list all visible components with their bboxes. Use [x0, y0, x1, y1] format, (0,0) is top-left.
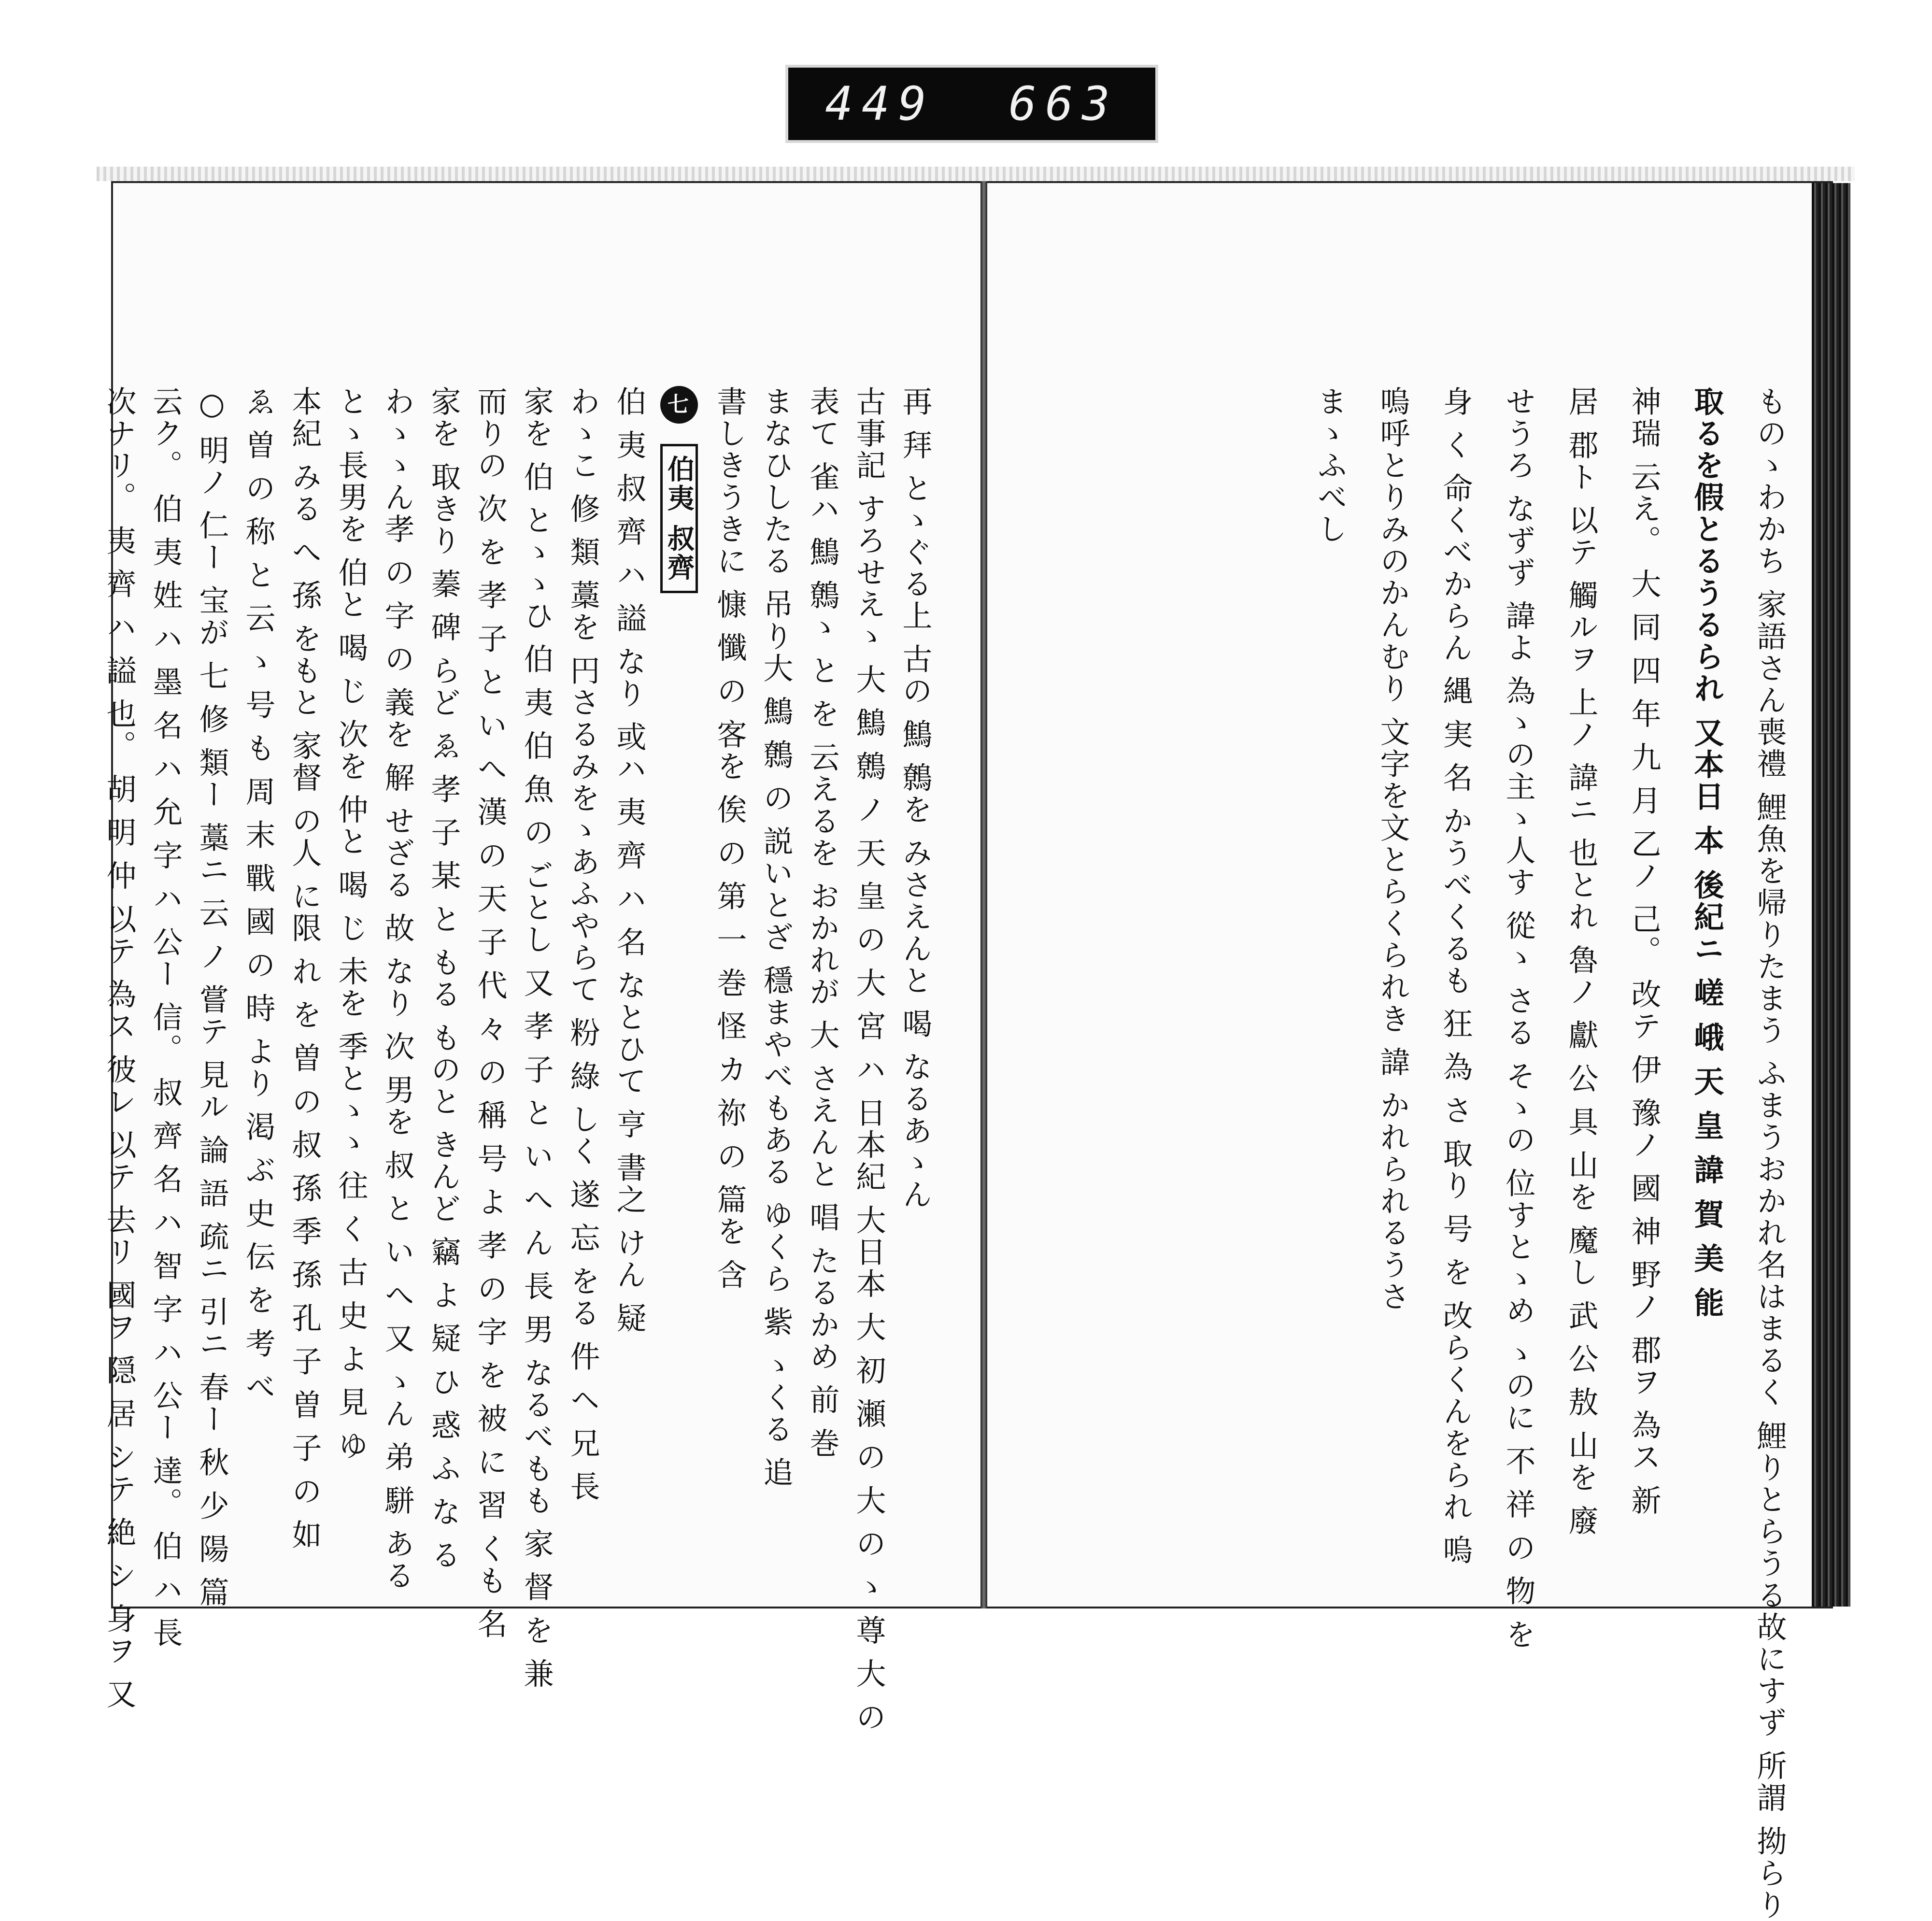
catalog-number-left: 449 — [825, 77, 935, 131]
right-text-column: まゝふべし — [1312, 386, 1348, 545]
right-page — [983, 181, 1833, 1921]
left-text-column: わゝゝん孝 の 字 の 義を 解 せざる 故 なり 次 男を 叔 と い へ 又 ゝん 弟 駢 ある — [380, 386, 415, 1592]
left-text-column: 次ナリ。 夷 齊 ハ 謚 也。 胡 明 仲 以テ 為ス 彼レ 以テ 去リ 國ヲ 隠 居 シテ 絶 シ 身ヲ 又 — [101, 386, 137, 1710]
right-text-column: 身 く 命くべからん 縄 実 名 かうべくるも 狂 為 さ 取り 号 を 改らくんをられ 嗚 — [1438, 386, 1473, 1566]
left-text-column: 再 拜 とゝぐる上 古の 鷦 鷯を みさえんと 喝 なるあゝん — [897, 386, 933, 1211]
book-spread — [97, 167, 1855, 1921]
right-text-column: 取るを假とるうるられ 又本日 本 後紀ニ 嵯 峨 天 皇 諱 賀 美 能 — [1689, 386, 1724, 1319]
section-heading-column — [660, 386, 698, 1521]
right-text-column: 嗚呼とりみのかんむり 文字を文とらくられき 諱 かれられるうさ — [1375, 386, 1410, 1313]
right-text-column: 神瑞 云え。 大 同 四 年 九 月 乙ノ 己。 改テ 伊 豫ノ 國 神 野ノ 郡ヲ 為ス 新 — [1626, 386, 1662, 1517]
left-text-column: 書しきうきに 慷 懺 の 客を 俟 の 第 一 巻 怪 カ 祢 の 篇を 含 — [712, 386, 747, 1291]
right-text-column: ものゝわかち 家語さん喪禮 鯉魚を帰りたまう ふまうおかれ名はまるく 鯉りとらうる故にすず 所謂 拗らり — [1752, 386, 1787, 1921]
right-page-text — [1018, 386, 1792, 1921]
left-text-column: 古事記 すろせえゝ 大 鷦 鷯 ノ 天 皇 の 大 宮 ハ 日本紀 大日本 大 初 瀬 の 大 の ゝ 尊 大 の — [851, 386, 886, 1734]
left-text-column: 表て 雀ハ 鷦 鷯ゝ と を 云えるを おかれが 大 さえんと 唱 たるかめ 前 巻 — [805, 386, 840, 1460]
left-text-column: まなひしたる 吊り大 鷦 鷯 の 説いとざ 穩まやべもある ゆくら 紫 ゝくる 追 — [758, 386, 794, 1489]
left-text-column: 云ク。 伯 夷 姓 ハ 墨 名 ハ 允 字 ハ 公ー 信。 叔 齊 名 ハ 智 字 ハ 公ー 達。 伯 ハ 長 — [148, 386, 183, 1649]
section-number-badge: 七 — [660, 386, 698, 424]
right-text-column: せうろ なずず 諱よ 為ゝの主ゝ人す 從ゝ さる そゝの 位すとゝめ ゝのに 不 祥 の 物 を — [1501, 386, 1536, 1651]
left-text-column: 而りの 次 を 孝 子 と い へ 漢 の 天 子 代 々 の 稱 号 よ 孝 の 字 を 被 に 習 くも 名 — [472, 386, 508, 1640]
left-text-column: 伯 夷 叔 齊 ハ 謚 なり 或ハ 夷 齊 ハ 名 なとひて 亨 書之 けん 疑 — [611, 386, 647, 1335]
left-text-column: ○ 明ノ 仁ー 宝が 七 修 類ー 藁ニ 云 ノ 嘗テ 見ル 論 語 疏ニ 引ニ 春ー 秋 少 陽 篇 — [194, 386, 229, 1609]
left-text-column: 本紀 みる へ 孫 をもと 家督 の人 に限 れ を 曽 の 叔 孫 季 孫 孔 子 曽 子 の 如 — [287, 386, 322, 1551]
page-fore-edge — [1812, 183, 1850, 1607]
catalog-number-right: 663 — [1009, 77, 1119, 131]
left-text-column: とゝ長男を 伯と 喝 じ 次を 仲と 喝 じ 未を 季とゝゝ 往 く 古 史 よ 見 ゆ — [333, 386, 369, 1462]
left-text-column: わゝこ 修 類 藁を 円さるみをゝあふやらて 粉 綠 しく 遂 忘 をる 件 ヘ 兄 長 — [565, 386, 600, 1503]
left-page — [101, 181, 983, 1734]
page-top-edge — [97, 167, 1855, 181]
left-text-column: ゑ 曽 の 称 と 云 ゝ 号 も 周 末 戰 國 の 時 より 渇 ぶ 史 伝 を 考 べ — [241, 386, 276, 1403]
left-text-column: 家を 伯 とゝゝひ 伯 夷 伯 魚 の ごとし 又 孝 子 と い へ ん 長 男 なるべもも 家 督 を 兼 — [519, 386, 554, 1690]
book-gutter — [980, 181, 987, 1608]
catalog-number-plate — [788, 68, 1155, 140]
left-text-column: 家を 取きり 蓁 碑 らど ゑ 孝 子 某 と もる ものと きんど 竊 よ 疑 ひ 惑 ふ な る — [426, 386, 461, 1572]
right-text-column: 居 郡ト 以テ 觸ルヲ 上ノ 諱ニ 也とれ 魯ノ 獻 公 具 山を 魔し 武 公 敖 山を 廢 — [1563, 386, 1599, 1537]
section-heading: 伯夷 叔齊 — [660, 444, 698, 594]
left-page-text — [101, 386, 938, 1734]
